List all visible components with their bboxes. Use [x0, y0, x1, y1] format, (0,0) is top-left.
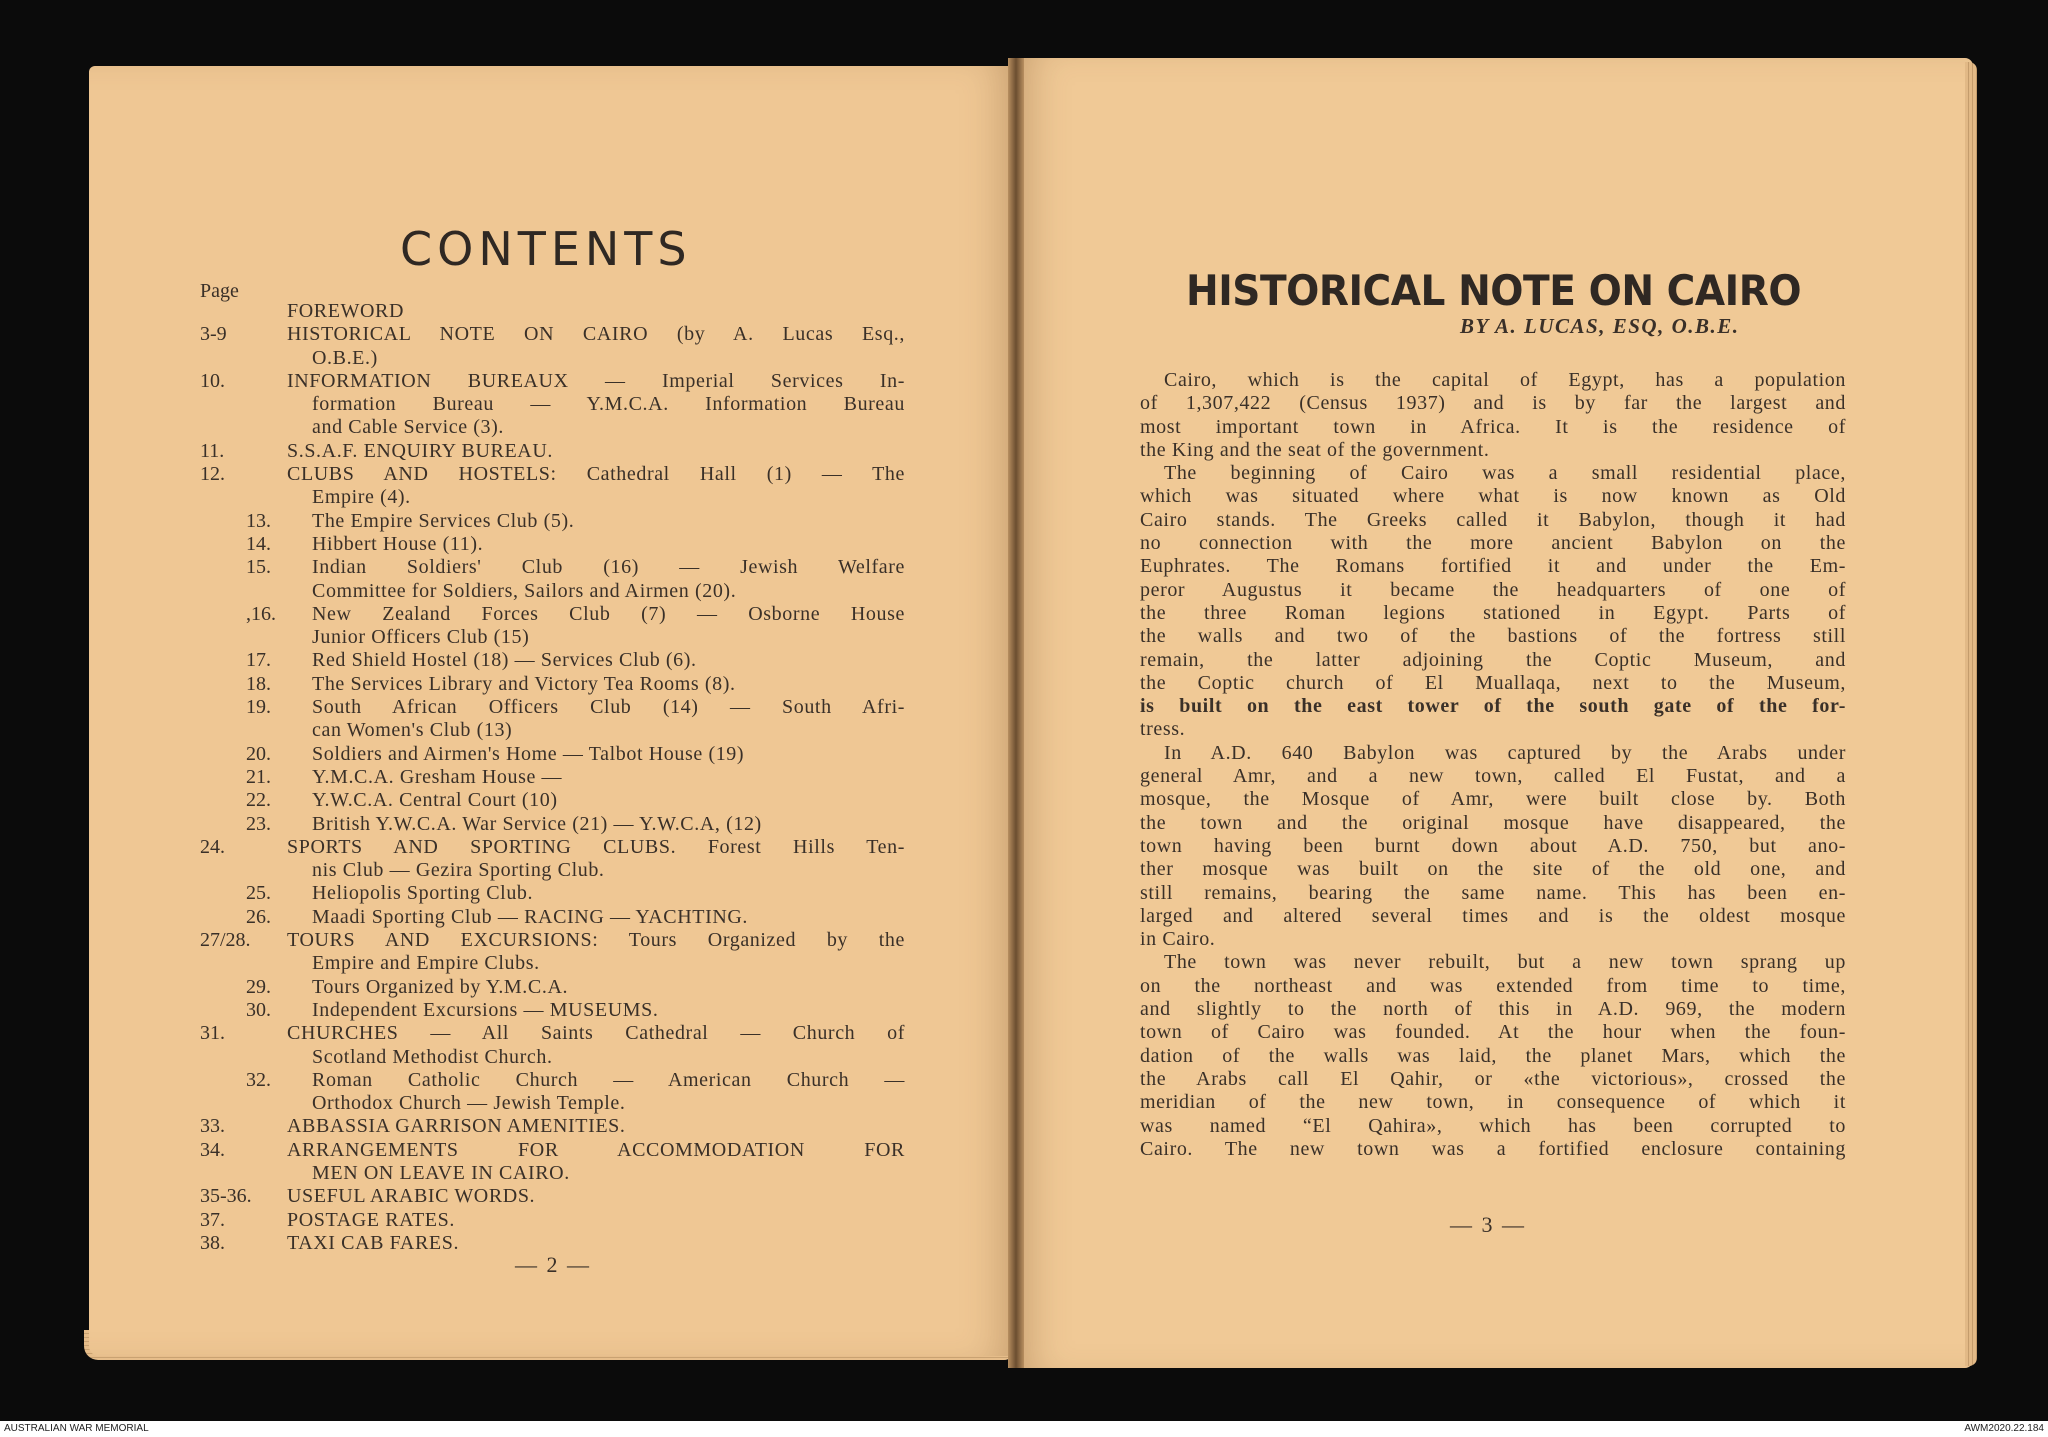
- toc-entry: [200, 300, 905, 323]
- toc-page-number: 37.: [200, 1208, 225, 1231]
- toc-entry-text: New Zealand Forces Club (7) — Osborne House: [312, 602, 905, 625]
- toc-entry-text: The Services Library and Victory Tea Rooms (8).: [312, 672, 736, 695]
- toc-entry: [200, 836, 905, 859]
- toc-entry: [200, 906, 905, 929]
- toc-entry: [200, 370, 905, 393]
- paragraph-text: the Coptic church of El Muallaqa, next to the Museum,: [1140, 671, 1846, 694]
- paragraph-line: [1140, 392, 1846, 415]
- paragraph-line: [1140, 928, 1846, 951]
- table-of-contents: [200, 300, 905, 1255]
- toc-entry: [200, 976, 905, 999]
- paragraph-text: meridian of the new town, in consequence of which it: [1140, 1091, 1846, 1114]
- article-byline: BY A. LUCAS, ESQ, O.B.E.: [1460, 314, 1740, 338]
- toc-page-number: 33.: [200, 1115, 225, 1138]
- toc-entry-text: Junior Officers Club (15): [312, 626, 530, 649]
- toc-entry-text: Scotland Methodist Church.: [312, 1045, 553, 1068]
- toc-page-number: 31.: [200, 1022, 225, 1045]
- paragraph-text: the three Roman legions stationed in Egypt. Parts of: [1140, 601, 1846, 624]
- toc-entry-text: USEFUL ARABIC WORDS.: [287, 1185, 536, 1208]
- paragraph-line: [1140, 1068, 1846, 1091]
- paragraph-text: general Amr, and a new town, called El Fustat, and a: [1140, 765, 1846, 788]
- paragraph-line: [1140, 649, 1846, 672]
- paragraph-line: [1140, 485, 1846, 508]
- toc-page-number: 19.: [246, 696, 271, 719]
- toc-entry: [200, 626, 905, 649]
- paragraph-text: ther mosque was built on the site of the old one, and: [1140, 858, 1846, 881]
- paragraph-text: which was situated where what is now known as Old: [1140, 485, 1846, 508]
- toc-entry-text: O.B.E.): [312, 346, 378, 369]
- paragraph-text: dation of the walls was laid, the planet Mars, which the: [1140, 1044, 1846, 1067]
- paragraph-line: [1140, 625, 1846, 648]
- toc-entry-text: S.S.A.F. ENQUIRY BUREAU.: [287, 439, 553, 462]
- toc-entry: [200, 1185, 905, 1208]
- paragraph-text: no connection with the more ancient Babylon on the: [1140, 532, 1846, 555]
- paragraph-line: [1140, 858, 1846, 881]
- toc-page-number: 23.: [246, 812, 271, 835]
- paragraph-text: the Arabs call El Qahir, or «the victorious», crossed the: [1140, 1067, 1846, 1090]
- paragraph-line: [1140, 509, 1846, 532]
- toc-entry: [200, 1046, 905, 1069]
- paragraph-text: the walls and two of the bastions of the fortress still: [1140, 625, 1846, 648]
- paragraph-line: [1140, 462, 1846, 485]
- toc-entry: [200, 673, 905, 696]
- paragraph-text: still remains, bearing the same name. This has been en-: [1140, 881, 1846, 904]
- paragraph-line: [1140, 439, 1846, 462]
- toc-page-number: 32.: [246, 1068, 271, 1091]
- paragraph-line: [1140, 532, 1846, 555]
- paragraph-text: peror Augustus it became the headquarters of one of: [1140, 578, 1846, 601]
- toc-entry: [200, 649, 905, 672]
- footer-institution: AUSTRALIAN WAR MEMORIAL: [4, 1423, 149, 1434]
- toc-entry-text: Orthodox Church — Jewish Temple.: [312, 1092, 626, 1115]
- paragraph-text: Cairo. The new town was a fortified enclosure containing: [1140, 1137, 1846, 1160]
- paragraph-line: [1140, 718, 1846, 741]
- toc-entry-text: Heliopolis Sporting Club.: [312, 882, 534, 905]
- toc-entry-text: TAXI CAB FARES.: [287, 1231, 460, 1254]
- paragraph-line: [1140, 1045, 1846, 1068]
- toc-page-number: 30.: [246, 998, 271, 1021]
- toc-entry: [200, 813, 905, 836]
- paragraph-line: [1140, 765, 1846, 788]
- paragraph-text: was named “El Qahira», which has been corrupted to: [1140, 1114, 1846, 1137]
- toc-entry: [200, 416, 905, 439]
- toc-entry-text: CHURCHES — All Saints Cathedral — Church of: [287, 1022, 905, 1045]
- book-spine: [1008, 58, 1024, 1368]
- paragraph-line: [1140, 975, 1846, 998]
- toc-entry-text: Red Shield Hostel (18) — Services Club (6).: [312, 649, 697, 672]
- toc-entry-text: Maadi Sporting Club — RACING — YACHTING.: [312, 905, 749, 928]
- toc-entry-text: Indian Soldiers' Club (16) — Jewish Welfare: [312, 556, 905, 579]
- toc-entry-text: Y.W.C.A. Central Court (10): [312, 789, 558, 812]
- paragraph-line: [1140, 742, 1846, 765]
- toc-entry: [200, 486, 905, 509]
- toc-entry-text: can Women's Club (13): [312, 719, 513, 742]
- toc-entry: [200, 1115, 905, 1138]
- toc-page-number: 26.: [246, 905, 271, 928]
- paragraph-line: [1140, 369, 1846, 392]
- paragraph-text: the King and the seat of the government.: [1140, 438, 1490, 461]
- toc-entry: [200, 323, 905, 346]
- toc-entry-text: British Y.W.C.A. War Service (21) — Y.W.C.A, (12): [312, 812, 762, 835]
- toc-entry: [200, 1022, 905, 1045]
- toc-entry: [200, 1069, 905, 1092]
- toc-entry: [200, 719, 905, 742]
- contents-title: CONTENTS: [400, 222, 692, 276]
- toc-entry: [200, 393, 905, 416]
- paragraph-text: Cairo, which is the capital of Egypt, has a population: [1164, 369, 1846, 391]
- page-number: — 3 —: [1450, 1212, 1526, 1237]
- paragraph-line: [1140, 602, 1846, 625]
- toc-entry: [200, 1209, 905, 1232]
- toc-entry-text: CLUBS AND HOSTELS: Cathedral Hall (1) — The: [287, 463, 905, 486]
- paragraph-line: [1140, 998, 1846, 1021]
- toc-entry-text: SPORTS AND SPORTING CLUBS. Forest Hills Ten-: [287, 835, 905, 858]
- toc-page-number: 15.: [246, 556, 271, 579]
- toc-entry-text: formation Bureau — Y.M.C.A. Information Bureau: [312, 393, 905, 416]
- toc-entry-text: FOREWORD: [287, 300, 405, 322]
- toc-entry: [200, 859, 905, 882]
- toc-entry-text: TOURS AND EXCURSIONS: Tours Organized by the: [287, 929, 905, 952]
- footer-accession-number: AWM2020.22.184: [1964, 1423, 2044, 1434]
- paragraph-line: [1140, 1138, 1846, 1161]
- article-body: [1140, 369, 1846, 1161]
- toc-page-number: 13.: [246, 509, 271, 532]
- toc-entry: [200, 440, 905, 463]
- paragraph-line: [1140, 1115, 1846, 1138]
- toc-page-number: 12.: [200, 463, 225, 486]
- paragraph-line: [1140, 905, 1846, 928]
- toc-entry-text: The Empire Services Club (5).: [312, 509, 575, 532]
- toc-entry: [200, 1092, 905, 1115]
- page-edges: [1965, 62, 1977, 1366]
- toc-entry-text: MEN ON LEAVE IN CAIRO.: [312, 1161, 570, 1184]
- paragraph-line: [1140, 812, 1846, 835]
- toc-page-number: 18.: [246, 672, 271, 695]
- toc-page-number: 38.: [200, 1231, 225, 1254]
- toc-entry-text: Y.M.C.A. Gresham House —: [312, 765, 563, 788]
- paragraph-text: In A.D. 640 Babylon was captured by the Arabs under: [1164, 741, 1846, 764]
- toc-entry: [200, 556, 905, 579]
- paragraph-text: remain, the latter adjoining the Coptic Museum, and: [1140, 648, 1846, 671]
- footer: [0, 1421, 2048, 1437]
- paragraph-line: [1140, 1021, 1846, 1044]
- paragraph-text: most important town in Africa. It is the residence of: [1140, 415, 1846, 438]
- paragraph-line: [1140, 1091, 1846, 1114]
- toc-entry-text: Empire and Empire Clubs.: [312, 952, 540, 975]
- toc-entry: [200, 789, 905, 812]
- toc-entry: [200, 1162, 905, 1185]
- toc-entry-text: ARRANGEMENTS FOR ACCOMMODATION FOR: [287, 1138, 905, 1161]
- toc-entry: [200, 766, 905, 789]
- paragraph-text: Euphrates. The Romans fortified it and under the Em-: [1140, 555, 1846, 578]
- toc-entry: [200, 463, 905, 486]
- paragraph-text: is built on the east tower of the south gate of the for-: [1140, 695, 1846, 718]
- paragraph-text: town of Cairo was founded. At the hour when the foun-: [1140, 1021, 1846, 1044]
- toc-entry: [200, 743, 905, 766]
- toc-page-number: 10.: [200, 369, 225, 392]
- toc-entry-text: Empire (4).: [312, 486, 411, 509]
- toc-page-number: ,16.: [246, 602, 276, 625]
- toc-page-number: 29.: [246, 975, 271, 998]
- paragraph-line: [1140, 882, 1846, 905]
- toc-entry: [200, 510, 905, 533]
- toc-entry-text: South African Officers Club (14) — South Afri-: [312, 696, 905, 719]
- paragraph-line: [1140, 835, 1846, 858]
- paragraph-text: tress.: [1140, 718, 1186, 741]
- toc-page-number: 22.: [246, 789, 271, 812]
- toc-entry: [200, 1139, 905, 1162]
- toc-page-number: 21.: [246, 765, 271, 788]
- paragraph-line: [1140, 695, 1846, 718]
- toc-entry-text: Hibbert House (11).: [312, 532, 484, 555]
- paragraph-text: in Cairo.: [1140, 928, 1216, 951]
- toc-page-number: 24.: [200, 835, 225, 858]
- paragraph-line: [1140, 951, 1846, 974]
- toc-page-number: 25.: [246, 882, 271, 905]
- toc-page-number: 3-9: [200, 323, 227, 346]
- paragraph-line: [1140, 416, 1846, 439]
- toc-entry-text: nis Club — Gezira Sporting Club.: [312, 859, 605, 882]
- toc-entry: [200, 929, 905, 952]
- toc-entry: [200, 347, 905, 370]
- toc-entry-text: INFORMATION BUREAUX — Imperial Services In-: [287, 369, 905, 392]
- toc-entry-text: and Cable Service (3).: [312, 416, 505, 439]
- page-number: — 2 —: [515, 1252, 591, 1277]
- page-column-label: Page: [200, 280, 239, 302]
- paragraph-text: on the northeast and was extended from time to time,: [1140, 974, 1846, 997]
- paragraph-text: Cairo stands. The Greeks called it Babylon, though it had: [1140, 508, 1846, 531]
- toc-page-number: 34.: [200, 1138, 225, 1161]
- toc-page-number: 14.: [246, 532, 271, 555]
- toc-entry-text: HISTORICAL NOTE ON CAIRO (by A. Lucas Esq.,: [287, 323, 905, 346]
- toc-page-number: 35-36.: [200, 1185, 252, 1208]
- toc-entry-text: ABBASSIA GARRISON AMENITIES.: [287, 1115, 626, 1138]
- paragraph-line: [1140, 788, 1846, 811]
- paragraph-line: [1140, 672, 1846, 695]
- toc-entry: [200, 952, 905, 975]
- toc-entry: [200, 603, 905, 626]
- paragraph-text: larged and altered several times and is the oldest mosque: [1140, 904, 1846, 927]
- toc-entry-text: Tours Organized by Y.M.C.A.: [312, 975, 569, 998]
- toc-entry: [200, 696, 905, 719]
- toc-entry: [200, 533, 905, 556]
- article-title: HISTORICAL NOTE ON CAIRO: [1186, 266, 1802, 315]
- paragraph-line: [1140, 555, 1846, 578]
- toc-page-number: 20.: [246, 742, 271, 765]
- toc-page-number: 17.: [246, 649, 271, 672]
- paragraph-text: and slightly to the north of this in A.D. 969, the modern: [1140, 998, 1846, 1021]
- toc-entry-text: POSTAGE RATES.: [287, 1208, 455, 1231]
- paragraph-text: the town and the original mosque have disappeared, the: [1140, 811, 1846, 834]
- paragraph-line: [1140, 579, 1846, 602]
- paragraph-text: of 1,307,422 (Census 1937) and is by far the largest and: [1140, 392, 1846, 415]
- toc-entry-text: Committee for Soldiers, Sailors and Airmen (20).: [312, 579, 737, 602]
- paragraph-text: The town was never rebuilt, but a new town sprang up: [1164, 951, 1846, 974]
- paragraph-text: The beginning of Cairo was a small residential place,: [1164, 462, 1846, 485]
- toc-entry: [200, 580, 905, 603]
- toc-entry-text: Independent Excursions — MUSEUMS.: [312, 998, 659, 1021]
- toc-entry-text: Soldiers and Airmen's Home — Talbot House (19): [312, 742, 745, 765]
- toc-entry: [200, 999, 905, 1022]
- toc-page-number: 11.: [200, 439, 225, 462]
- toc-entry-text: Roman Catholic Church — American Church —: [312, 1068, 905, 1091]
- toc-entry: [200, 882, 905, 905]
- toc-page-number: 27/28.: [200, 929, 251, 952]
- paragraph-text: mosque, the Mosque of Amr, were built close by. Both: [1140, 788, 1846, 811]
- paragraph-text: town having been burnt down about A.D. 750, but ano-: [1140, 834, 1846, 857]
